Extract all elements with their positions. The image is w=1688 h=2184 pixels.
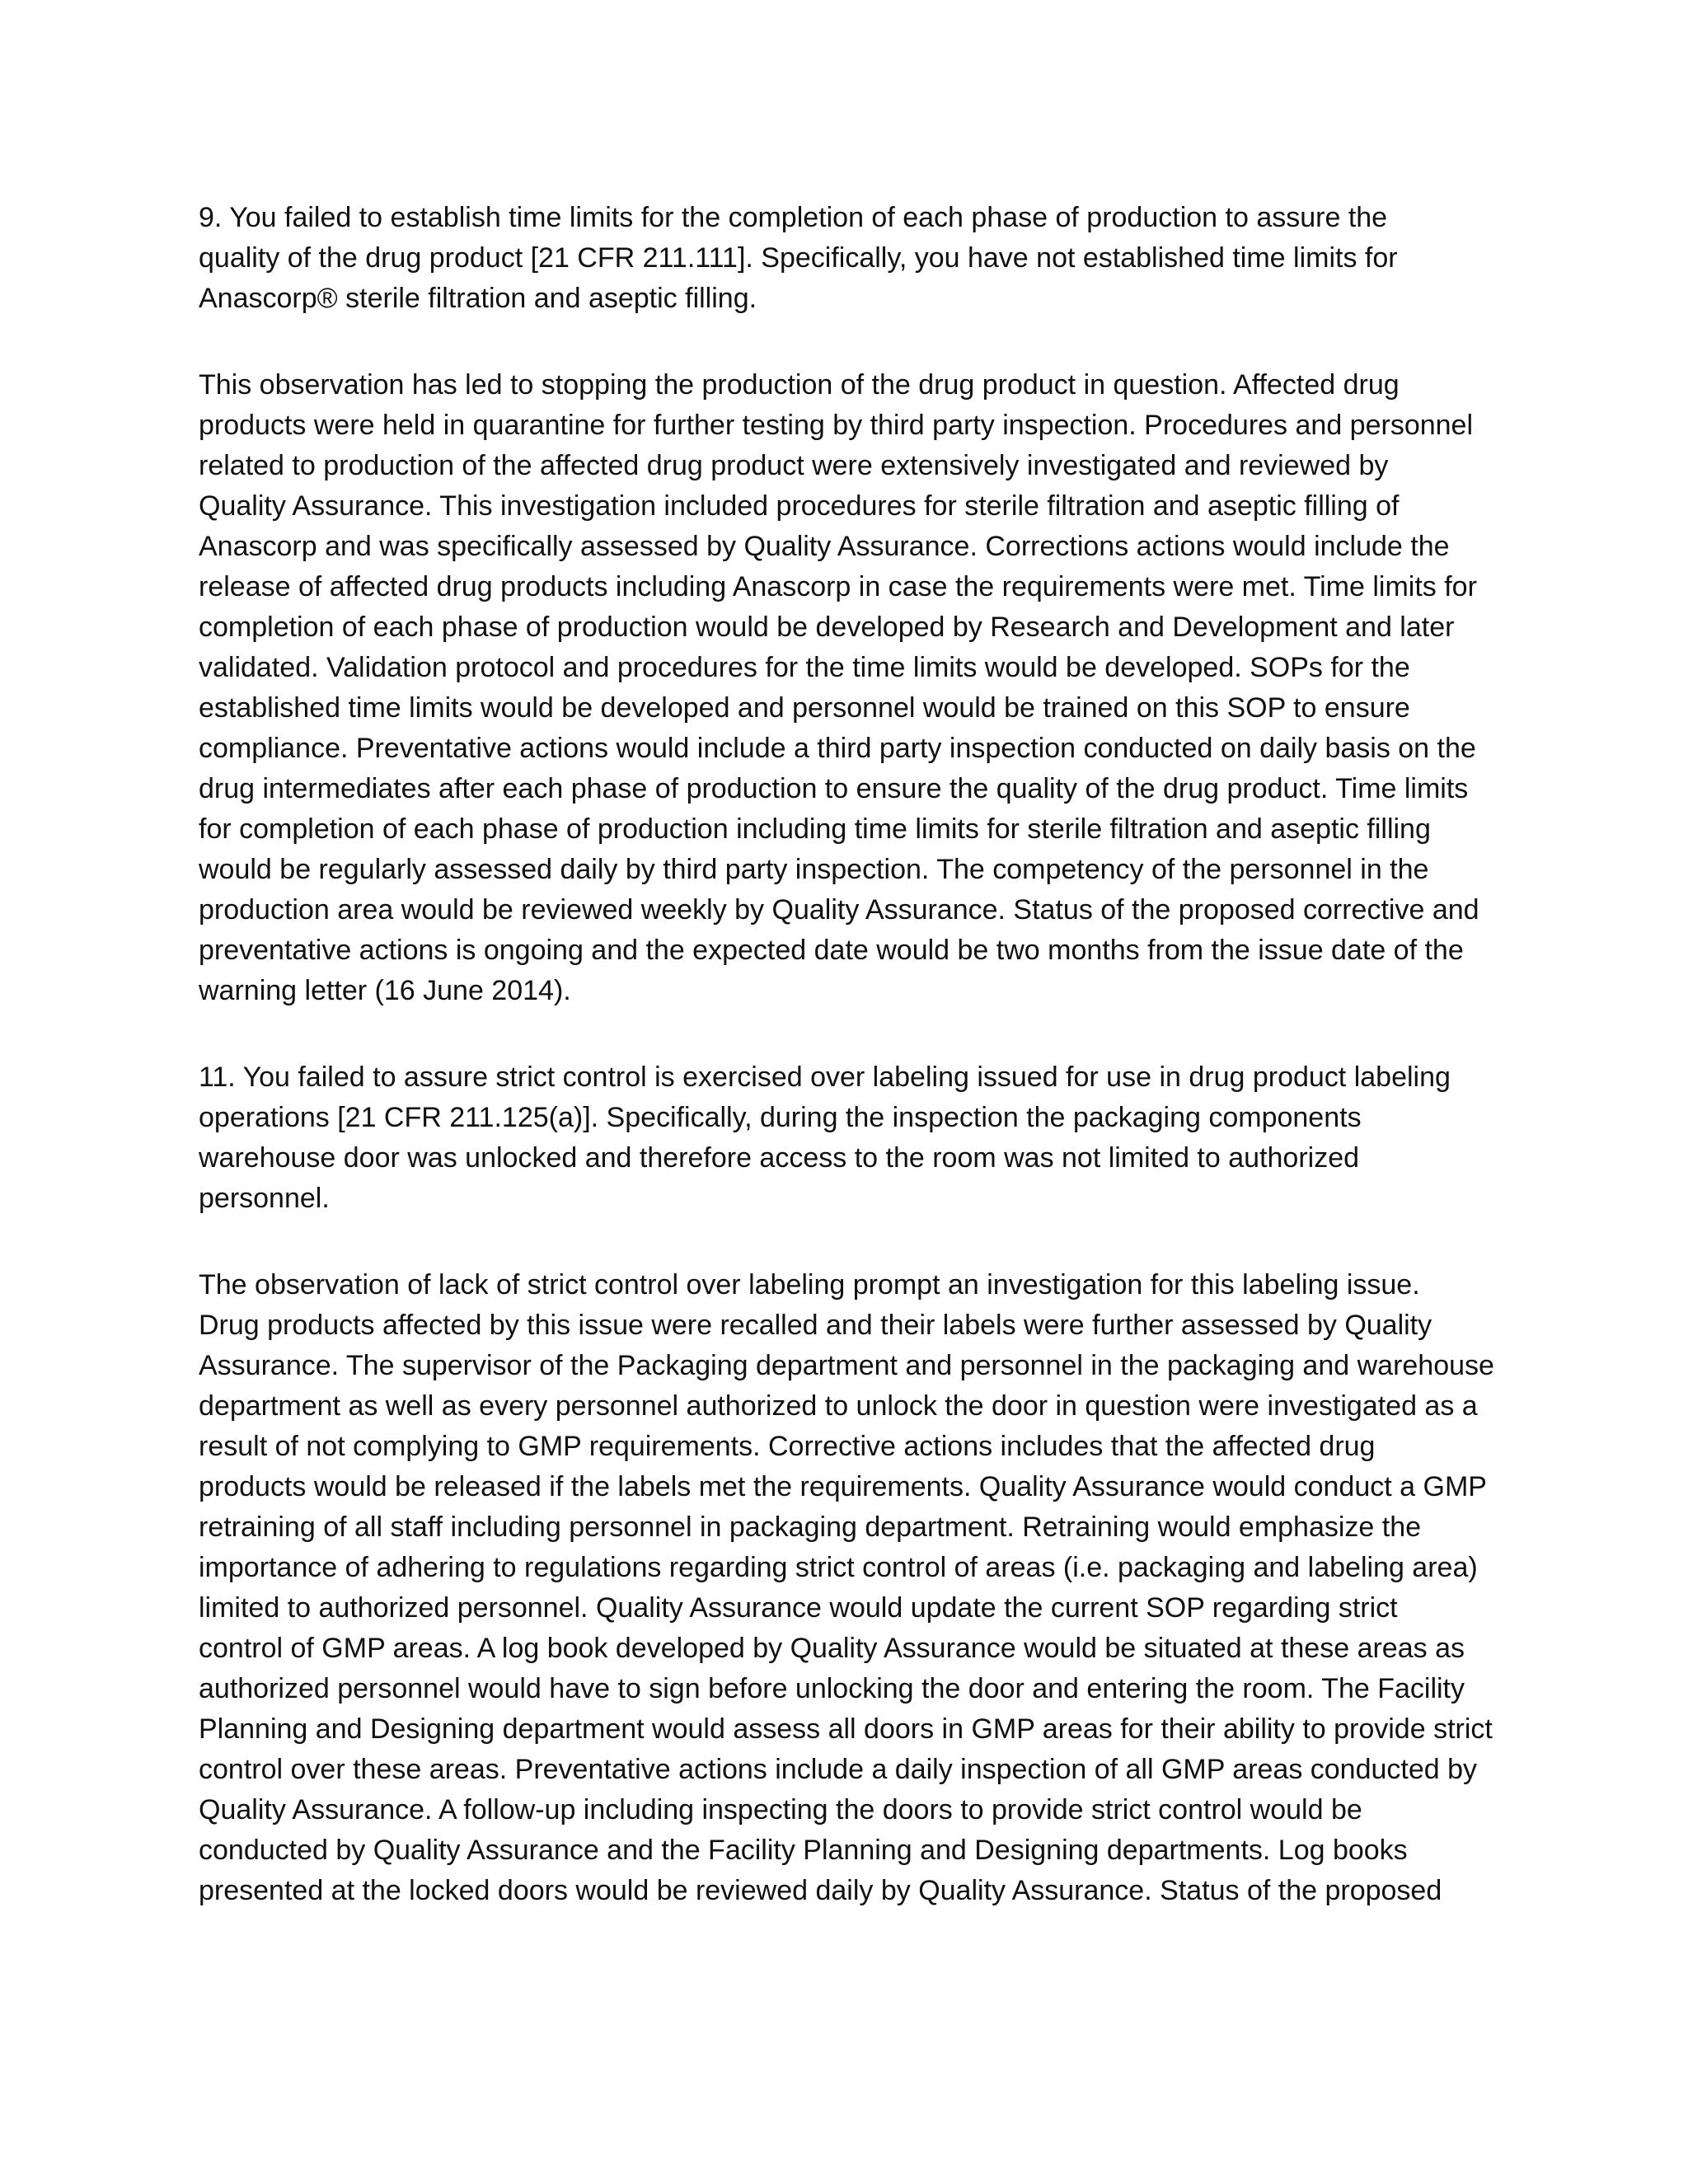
text-line: products were held in quarantine for further testing by third party inspection. Procedures and personnel bbox=[199, 410, 1474, 441]
text-line: warehouse door was unlocked and therefore access to the room was not limited to authorized bbox=[199, 1142, 1360, 1174]
text-line: established time limits would be developed and personnel would be trained on this SOP to ensure bbox=[199, 692, 1410, 724]
text-line: operations [21 CFR 211.125(a)]. Specifically, during the inspection the packaging components bbox=[199, 1102, 1362, 1133]
text-line: products would be released if the labels met the requirements. Quality Assurance would conduct a GMP bbox=[199, 1471, 1487, 1502]
paragraph-item-9 bbox=[199, 198, 1498, 319]
text-line: Quality Assurance. This investigation included procedures for sterile filtration and aseptic filling of bbox=[199, 490, 1400, 522]
paragraph-response-11 bbox=[199, 1265, 1498, 1911]
document-body bbox=[199, 198, 1498, 1911]
text-line: preventative actions is ongoing and the expected date would be two months from the issue date of the bbox=[199, 935, 1464, 966]
text-line: retraining of all staff including personnel in packaging department. Retraining would emphasize the bbox=[199, 1511, 1422, 1543]
text-line: presented at the locked doors would be reviewed daily by Quality Assurance. Status of the proposed bbox=[199, 1875, 1442, 1906]
text-line: drug intermediates after each phase of production to ensure the quality of the drug product. Time limits bbox=[199, 773, 1469, 804]
text-line: control over these areas. Preventative actions include a daily inspection of all GMP areas conducted by bbox=[199, 1754, 1478, 1785]
text-line: department as well as every personnel authorized to unlock the door in question were investigated as a bbox=[199, 1390, 1478, 1422]
text-line: related to production of the affected drug product were extensively investigated and reviewed by bbox=[199, 450, 1389, 481]
text-line: control of GMP areas. A log book developed by Quality Assurance would be situated at these areas as bbox=[199, 1633, 1465, 1664]
text-line: production area would be reviewed weekly by Quality Assurance. Status of the proposed corrective and bbox=[199, 894, 1479, 926]
text-line: Assurance. The supervisor of the Packaging department and personnel in the packaging and warehouse bbox=[199, 1350, 1494, 1381]
text-line: compliance. Preventative actions would include a third party inspection conducted on daily basis on the bbox=[199, 733, 1476, 764]
text-line: conducted by Quality Assurance and the Facility Planning and Designing departments. Log books bbox=[199, 1835, 1408, 1866]
text-line: validated. Validation protocol and procedures for the time limits would be developed. SOPs for the bbox=[199, 652, 1410, 683]
text-line: This observation has led to stopping the production of the drug product in question. Affected drug bbox=[199, 369, 1400, 401]
text-line: warning letter (16 June 2014). bbox=[199, 975, 571, 1006]
paragraph-item-11 bbox=[199, 1057, 1498, 1219]
text-line: 9. You failed to establish time limits for the completion of each phase of production to assure the bbox=[199, 202, 1388, 233]
paragraph-response-9 bbox=[199, 365, 1498, 1011]
text-line: The observation of lack of strict control over labeling prompt an investigation for this labeling issue. bbox=[199, 1269, 1420, 1301]
text-line: authorized personnel would have to sign before unlocking the door and entering the room. The Facility bbox=[199, 1673, 1465, 1704]
text-line: Quality Assurance. A follow-up including inspecting the doors to provide strict control would be bbox=[199, 1794, 1362, 1825]
text-line: would be regularly assessed daily by third party inspection. The competency of the personnel in the bbox=[199, 854, 1429, 885]
text-line: quality of the drug product [21 CFR 211.111]. Specifically, you have not established time limits for bbox=[199, 242, 1398, 274]
text-line: importance of adhering to regulations regarding strict control of areas (i.e. packaging and labeling area) bbox=[199, 1552, 1478, 1583]
text-line: Anascorp and was specifically assessed by Quality Assurance. Corrections actions would include the bbox=[199, 531, 1450, 562]
text-line: release of affected drug products including Anascorp in case the requirements were met. Time limits for bbox=[199, 571, 1477, 602]
text-line: 11. You failed to assure strict control is exercised over labeling issued for use in drug product labeling bbox=[199, 1062, 1451, 1093]
text-line: Anascorp® sterile filtration and aseptic filling. bbox=[199, 283, 757, 314]
text-line: Planning and Designing department would assess all doors in GMP areas for their ability to provide strict bbox=[199, 1713, 1493, 1745]
text-line: completion of each phase of production would be developed by Research and Development and later bbox=[199, 612, 1455, 643]
text-line: limited to authorized personnel. Quality Assurance would update the current SOP regarding strict bbox=[199, 1592, 1398, 1624]
text-line: personnel. bbox=[199, 1183, 330, 1214]
text-line: Drug products affected by this issue were recalled and their labels were further assessed by Quality bbox=[199, 1310, 1432, 1341]
text-line: for completion of each phase of production including time limits for sterile filtration and aseptic filling bbox=[199, 813, 1431, 845]
text-line: result of not complying to GMP requirements. Corrective actions includes that the affected drug bbox=[199, 1431, 1376, 1462]
